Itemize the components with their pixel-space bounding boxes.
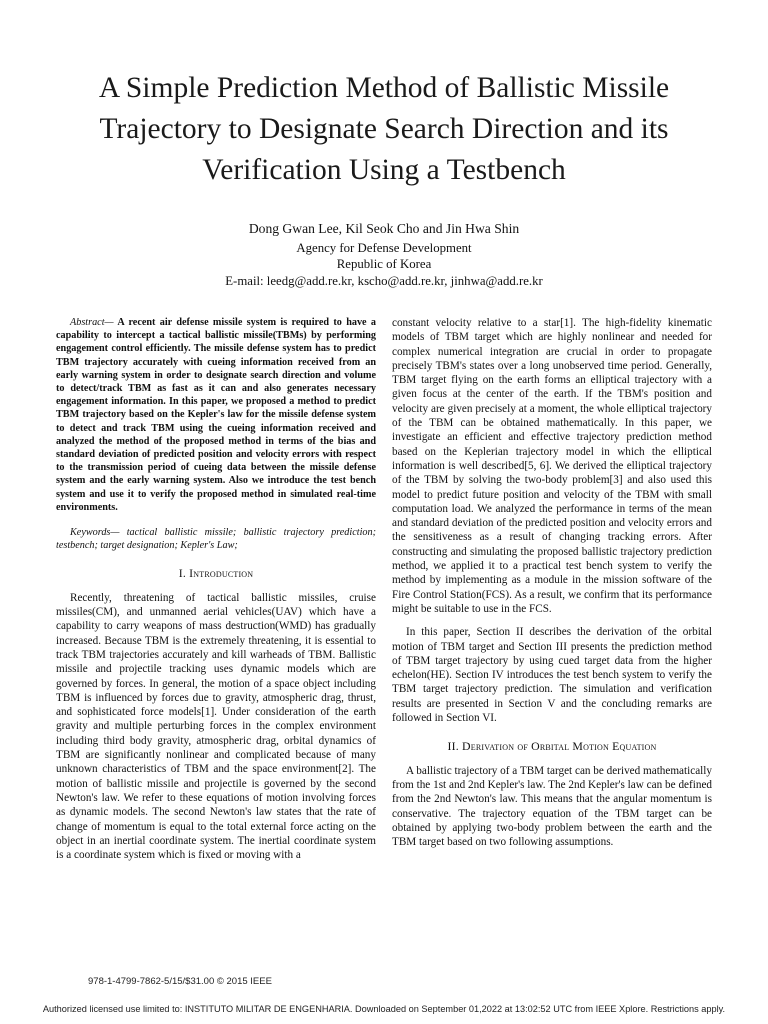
introduction-paragraph-2: constant velocity relative to a star[1]. The high-fidelity kinematic models of TBM target which are highly nonlinear and needed for complex numerical integration are crucial in order to propagate precisely TBM's states over a long unobserved time period. Generally, TBM target flying on the earth forms an elliptical trajectory with a given focus at the center of the earth. If the TBM's position and velocity are given precisely at a moment, the whole elliptical trajectory of the TBM can be obtained mathematically. In this paper, we investigate an efficient and effective trajectory prediction method based on the Keplerian trajectory model in which the elliptical information is well described[5, 6]. We derived the elliptical trajectory of the TBM by solving the two-body problem[3] and also used this model to predict future position and velocity of the TBM with small computation load. We analyzed the performance in terms of the mean and standard deviation of the predicted position and velocity errors and the sensitiveness as a result of changing tracking errors. After constructing and simulating the proposed ballistic trajectory prediction method, we applied it to a practical test bench system to verify the method by implementing as a module in the mission software of the Fire Control Station(FCS). As a result, we confirm that its performance might be suitable to use in the FCS. <box>392 317 712 615</box>
right-column <box>392 316 712 858</box>
paper-title: A Simple Prediction Method of Ballistic Missile Trajectory to Designate Search Direction and its Verification Using a Testbench <box>98 72 670 186</box>
introduction-paragraph-3: In this paper, Section II describes the derivation of the orbital motion of TBM target and Section III presents the prediction method of TBM target trajectory by using cued target data from the higher echelon(HE). Section IV introduces the test bench system to verify the TBM target trajectory prediction. The simulation and verification results are presented in Section V and the concluding remarks are followed in Section VI. <box>392 626 712 725</box>
author-names: Dong Gwan Lee, Kil Seok Cho and Jin Hwa Shin <box>248 221 520 236</box>
keywords: Keywords— tactical ballistic missile; ballistic trajectory prediction; testbench; target designation; Kepler's Law; <box>56 527 376 552</box>
license-footer: Authorized licensed use limited to: INSTITUTO MILITAR DE ENGENHARIA. Downloaded on September 01,2022 at 13:02:52 UTC from IEEE Xplore. Restrictions apply. <box>42 1004 726 1014</box>
abstract-lead: Abstract— <box>70 317 114 328</box>
country: Republic of Korea <box>336 257 432 271</box>
email-line: E-mail: leedg@add.re.kr, kscho@add.re.kr, jinhwa@add.re.kr <box>225 273 543 288</box>
abstract <box>56 316 376 514</box>
author-block <box>40 221 728 289</box>
abstract-text: A recent air defense missile system is required to have a capability to intercept a tactical ballistic missile(TBMs) by performing engagement control efficiently. The missile defense system has to predict TBM trajectory accurately with cueing information received from an early warning system in order to designate search direction and volume to detect/track TBM as fast as it can and also generates necessary engagement information. In this paper, we proposed a method to predict TBM trajectory based on the Kepler's law for the missile defense system to detect and track TBM using the cueing information received and analyzed the method of the proposed method in terms of the bias and standard deviation of predicted position and velocity errors with respect to the transmission period of cueing data between the missile defense system and the early warning system. Also we introduce the test bench system and use it to verify the proposed method in simulated real-time environments. <box>56 317 376 513</box>
introduction-paragraph-1: Recently, threatening of tactical ballistic missiles, cruise missiles(CM), and unmanned aerial vehicles(UAV) which have a capability to carry weapons of mass destruction(WMD) has gradually increased. Because TBM is the extremely threatening, it is essential to track TBM trajectories accurately and kill warheads of TBM. Ballistic missile and projectile tracking uses dynamic models which are governed by forces. In general, the motion of a space object including TBM is influenced by forces due to gravity, atmospheric drag, thrust, and sophisticated force models[1]. Under consideration of the earth gravity and multiple perturbing forces in the complex environment including third body gravity, atmospheric drag, orbital dynamics of TBM are significantly nonlinear and complicated because of many unknown characteristics of TBM and the space environment[2]. The motion of ballistic missile and projectile is governed by the second Newton's law. We refer to these equations of motion involving forces as dynamic models. The second Newton's law states that the rate of change of momentum is equal to the total external force acting on the object in an inertial coordinate system. The inertial coordinate system is a coordinate system which is fixed or moving with a <box>56 591 376 862</box>
affiliation: Agency for Defense Development <box>296 240 472 255</box>
derivation-paragraph-1: A ballistic trajectory of a TBM target can be derived mathematically from the 1st and 2nd Kepler's law. The 2nd Kepler's law can be defined from the 2nd Newton's law. This means that the angular momentum is conservative. The trajectory equation of the TBM target can be obtained by applying two-body problem between the earth and the TBM target based on two following assumptions. <box>392 764 712 849</box>
left-column <box>56 316 376 871</box>
isbn-copyright: 978-1-4799-7862-5/15/$31.00 © 2015 IEEE <box>88 976 272 987</box>
section-heading-derivation: II. Derivation of Orbital Motion Equation <box>447 739 657 754</box>
section-heading-introduction: I. Introduction <box>178 566 254 581</box>
